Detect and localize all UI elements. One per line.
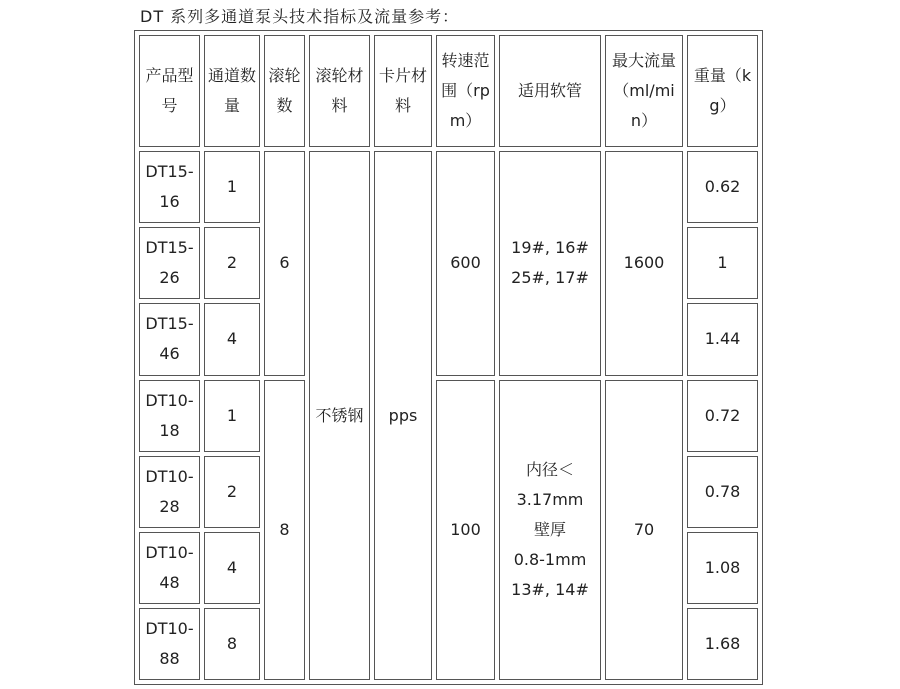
channels-cell: 8 xyxy=(204,608,260,680)
tubing-line: 13#, 14# xyxy=(511,579,589,599)
speed-cell: 100 xyxy=(436,380,495,681)
channels-cell: 2 xyxy=(204,456,260,528)
spec-table xyxy=(134,30,763,685)
channels-cell: 4 xyxy=(204,303,260,375)
roller-material-cell: 不锈钢 xyxy=(309,151,370,680)
tubing-cell xyxy=(499,380,601,681)
tubing-line: 3.17mm xyxy=(516,489,584,509)
header-clip-material: 卡片材料 xyxy=(374,35,432,147)
model-cell: DT10-18 xyxy=(139,380,200,452)
header-speed-range: 转速范围（rpm） xyxy=(436,35,495,147)
channels-cell: 4 xyxy=(204,532,260,604)
channels-cell: 2 xyxy=(204,227,260,299)
header-roller-material: 滚轮材料 xyxy=(309,35,370,147)
tubing-line: 壁厚 xyxy=(533,519,566,539)
clip-material-cell: pps xyxy=(374,151,432,680)
header-max-flow: 最大流量（ml/min） xyxy=(605,35,683,147)
max-flow-cell: 70 xyxy=(605,380,683,681)
weight-cell: 0.62 xyxy=(687,151,758,223)
tubing-cell xyxy=(499,151,601,375)
tubing-line: 内径＜ xyxy=(525,459,574,479)
header-model: 产品型号 xyxy=(139,35,200,147)
rollers-cell: 8 xyxy=(264,380,305,681)
speed-cell: 600 xyxy=(436,151,495,375)
tubing-line: 0.8-1mm xyxy=(513,549,587,569)
header-tubing: 适用软管 xyxy=(499,35,601,147)
weight-cell: 1.68 xyxy=(687,608,758,680)
table-row xyxy=(139,151,758,223)
channels-cell: 1 xyxy=(204,380,260,452)
weight-cell: 0.78 xyxy=(687,456,758,528)
model-cell: DT10-88 xyxy=(139,608,200,680)
page-title: DT 系列多通道泵头技术指标及流量参考： xyxy=(140,7,460,26)
model-cell: DT15-16 xyxy=(139,151,200,223)
model-cell: DT15-26 xyxy=(139,227,200,299)
model-cell: DT15-46 xyxy=(139,303,200,375)
header-channels: 通道数量 xyxy=(204,35,260,147)
table-row xyxy=(139,380,758,452)
tubing-line: 25#, 17# xyxy=(511,268,589,288)
model-cell: DT10-48 xyxy=(139,532,200,604)
header-row xyxy=(139,35,758,147)
channels-cell: 1 xyxy=(204,151,260,223)
weight-cell: 1.44 xyxy=(687,303,758,375)
weight-cell: 0.72 xyxy=(687,380,758,452)
tubing-line: 19#, 16# xyxy=(511,238,589,258)
model-cell: DT10-28 xyxy=(139,456,200,528)
header-rollers: 滚轮数 xyxy=(264,35,305,147)
max-flow-cell: 1600 xyxy=(605,151,683,375)
header-weight: 重量（kg） xyxy=(687,35,758,147)
weight-cell: 1.08 xyxy=(687,532,758,604)
weight-cell: 1 xyxy=(687,227,758,299)
rollers-cell: 6 xyxy=(264,151,305,375)
